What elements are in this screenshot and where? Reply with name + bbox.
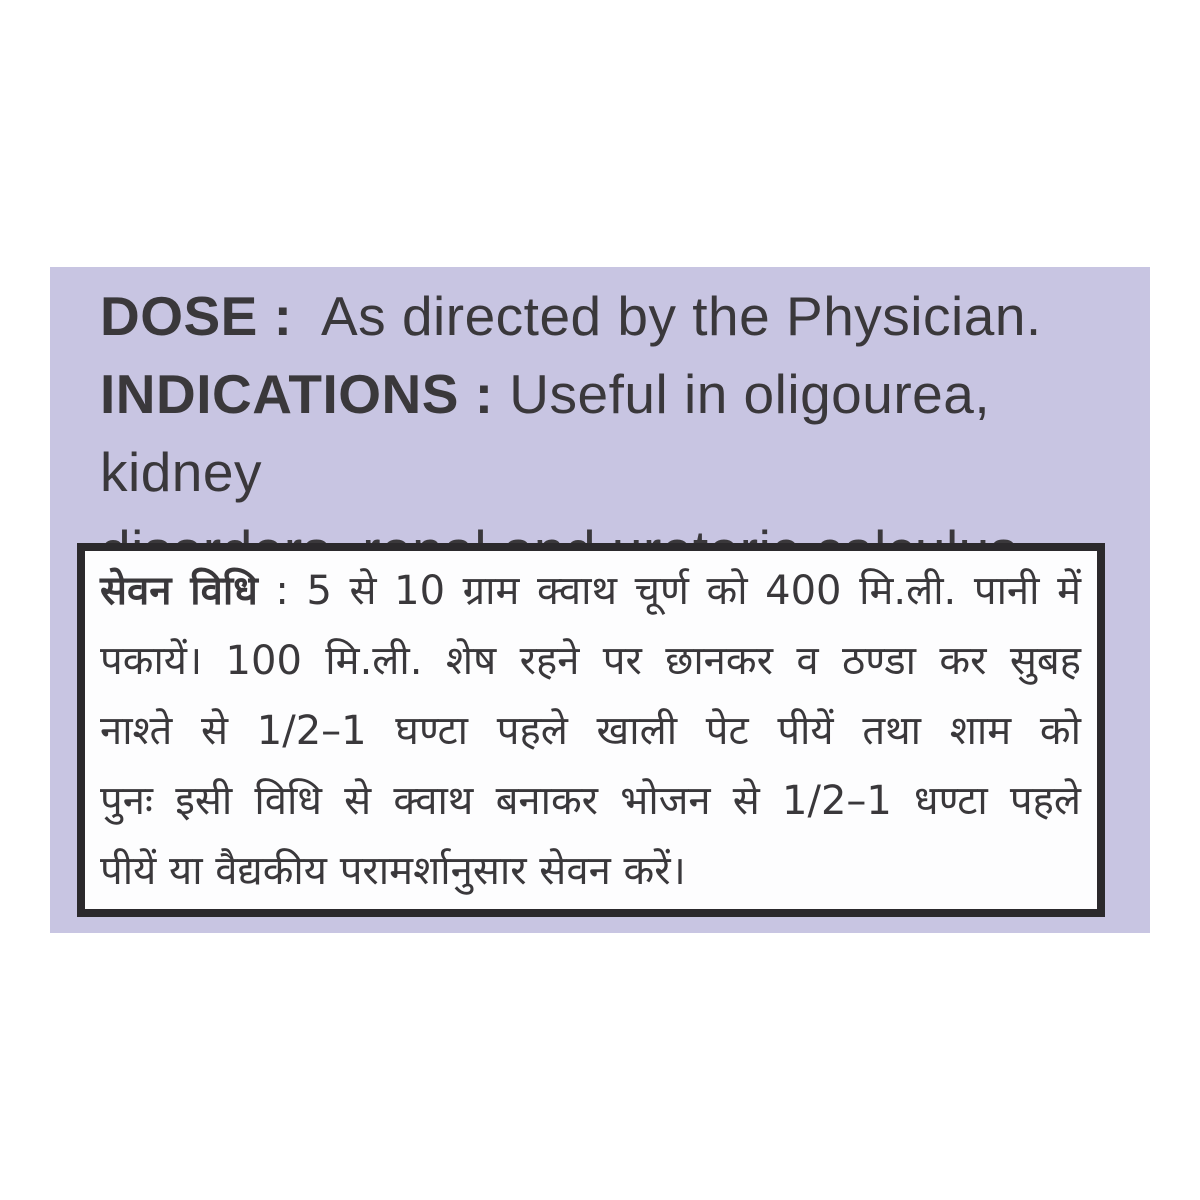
dose-line (100, 277, 1142, 355)
hindi-line-3: नाश्ते से 1/2–1 घण्टा पहले खाली पेट पीयें तथा शाम को (100, 708, 1081, 754)
hindi-line-1-text: : 5 से 10 ग्राम क्वाथ चूर्ण को 400 मि.ली. पानी में (257, 568, 1081, 614)
indications-line-1 (100, 355, 1142, 511)
hindi-instructions-box (77, 543, 1105, 917)
dosage-panel (50, 267, 1150, 933)
dose-label: DOSE : (100, 285, 293, 347)
dose-text: As directed by the Physician. (292, 285, 1042, 347)
hindi-heading: सेवन विधि (100, 568, 258, 614)
hindi-line-2: पकायें। 100 मि.ली. शेष रहने पर छानकर व ठण्डा कर सुबह (100, 638, 1081, 684)
indications-text-part1: Useful in oligourea, kidney (100, 363, 1006, 503)
hindi-line-4: पुनः इसी विधि से क्वाथ बनाकर भोजन से 1/2–1 धण्टा पहले (100, 778, 1081, 824)
indications-label: INDICATIONS : (100, 363, 494, 425)
hindi-line-5: पीयें या वैद्यकीय परामर्शानुसार सेवन करें। (100, 848, 686, 894)
hindi-line-1 (100, 556, 1081, 626)
